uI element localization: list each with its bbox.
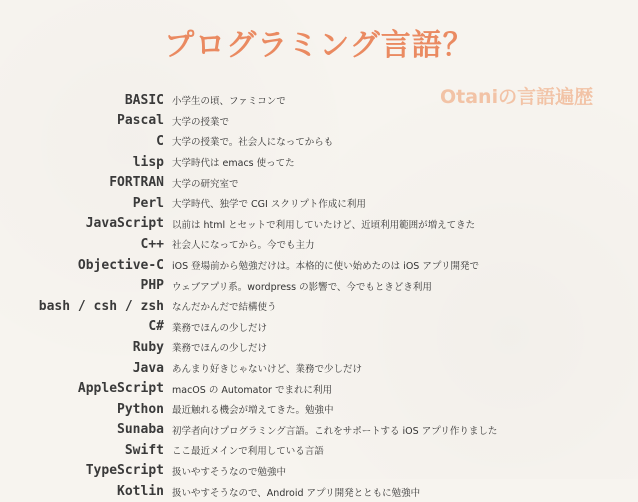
language-list [0,90,638,502]
language-row [0,337,638,358]
language-row [0,296,638,317]
slide-subtitle: Otaniの言語遍歴 [440,86,594,108]
language-name: Kotlin [117,484,164,500]
language-name: lisp [132,154,164,170]
language-row [0,172,638,193]
language-row [0,420,638,441]
language-name: Ruby [132,339,164,355]
language-name: Perl [132,195,164,211]
language-row [0,378,638,399]
language-row [0,234,638,255]
language-row [0,214,638,235]
language-row [0,317,638,338]
language-description: 大学の授業で [172,116,230,128]
language-name: TypeScript [85,463,164,479]
language-row [0,440,638,461]
language-row [0,255,638,276]
language-description: 以前は html とセットで利用していたけど、近頃利用範囲が増えてきた [172,219,476,231]
language-name: FORTRAN [109,175,164,191]
language-name: JavaScript [85,216,164,232]
language-description: 大学の研究室で [172,178,239,190]
language-name: bash / csh / zsh [38,298,164,314]
language-name: Python [117,401,164,417]
language-description: あんまり好きじゃないけど、業務で少しだけ [172,364,363,376]
language-description: 業務でほんの少しだけ [172,322,268,334]
language-description: ウェブアプリ系。wordpress の影響で、今でもときどき利用 [172,281,432,293]
language-name: C# [148,319,164,335]
language-name: BASIC [124,92,164,108]
language-row [0,275,638,296]
language-row [0,399,638,420]
language-description: なんだかんだで結構使う [172,302,277,314]
language-row [0,90,638,111]
language-description: ここ最近メインで利用している言語 [172,446,324,458]
language-row [0,152,638,173]
language-description: 扱いやすそうなので、Android アプリ開発とともに勉強中 [172,487,421,499]
language-name: Java [132,360,164,376]
language-description: 社会人になってから。今でも主力 [172,240,315,252]
language-row [0,461,638,482]
language-row [0,358,638,379]
language-description: 扱いやすそうなので勉強中 [172,466,287,478]
language-row [0,131,638,152]
slide-title: プログラミング言語？ [164,28,474,63]
language-name: Pascal [117,113,164,129]
language-row [0,481,638,502]
language-name: Swift [124,442,164,458]
language-row [0,111,638,132]
language-description: 小学生の頃、ファミコンで [172,96,286,108]
language-description: 初学者向けプログラミング言語。これをサポートする iOS アプリ作りました [172,425,498,437]
language-description: macOS の Automator でまれに利用 [172,384,332,396]
language-description: 大学の授業で。社会人になってからも [172,137,334,149]
language-name: Objective-C [77,257,164,273]
language-row [0,193,638,214]
language-description: 大学時代は emacs 使ってた [172,158,295,170]
language-name: C [156,133,164,149]
language-name: Sunaba [117,422,164,438]
language-description: 大学時代、独学で CGI スクリプト作成に利用 [172,199,366,211]
language-name: PHP [140,278,164,294]
language-name: AppleScript [77,381,164,397]
language-description: iOS 登場前から勉強だけは。本格的に使い始めたのは iOS アプリ開発で [172,261,479,273]
language-description: 業務でほんの少しだけ [172,343,268,355]
language-name: C++ [140,236,164,252]
language-description: 最近触れる機会が増えてきた。勉強中 [172,405,334,417]
